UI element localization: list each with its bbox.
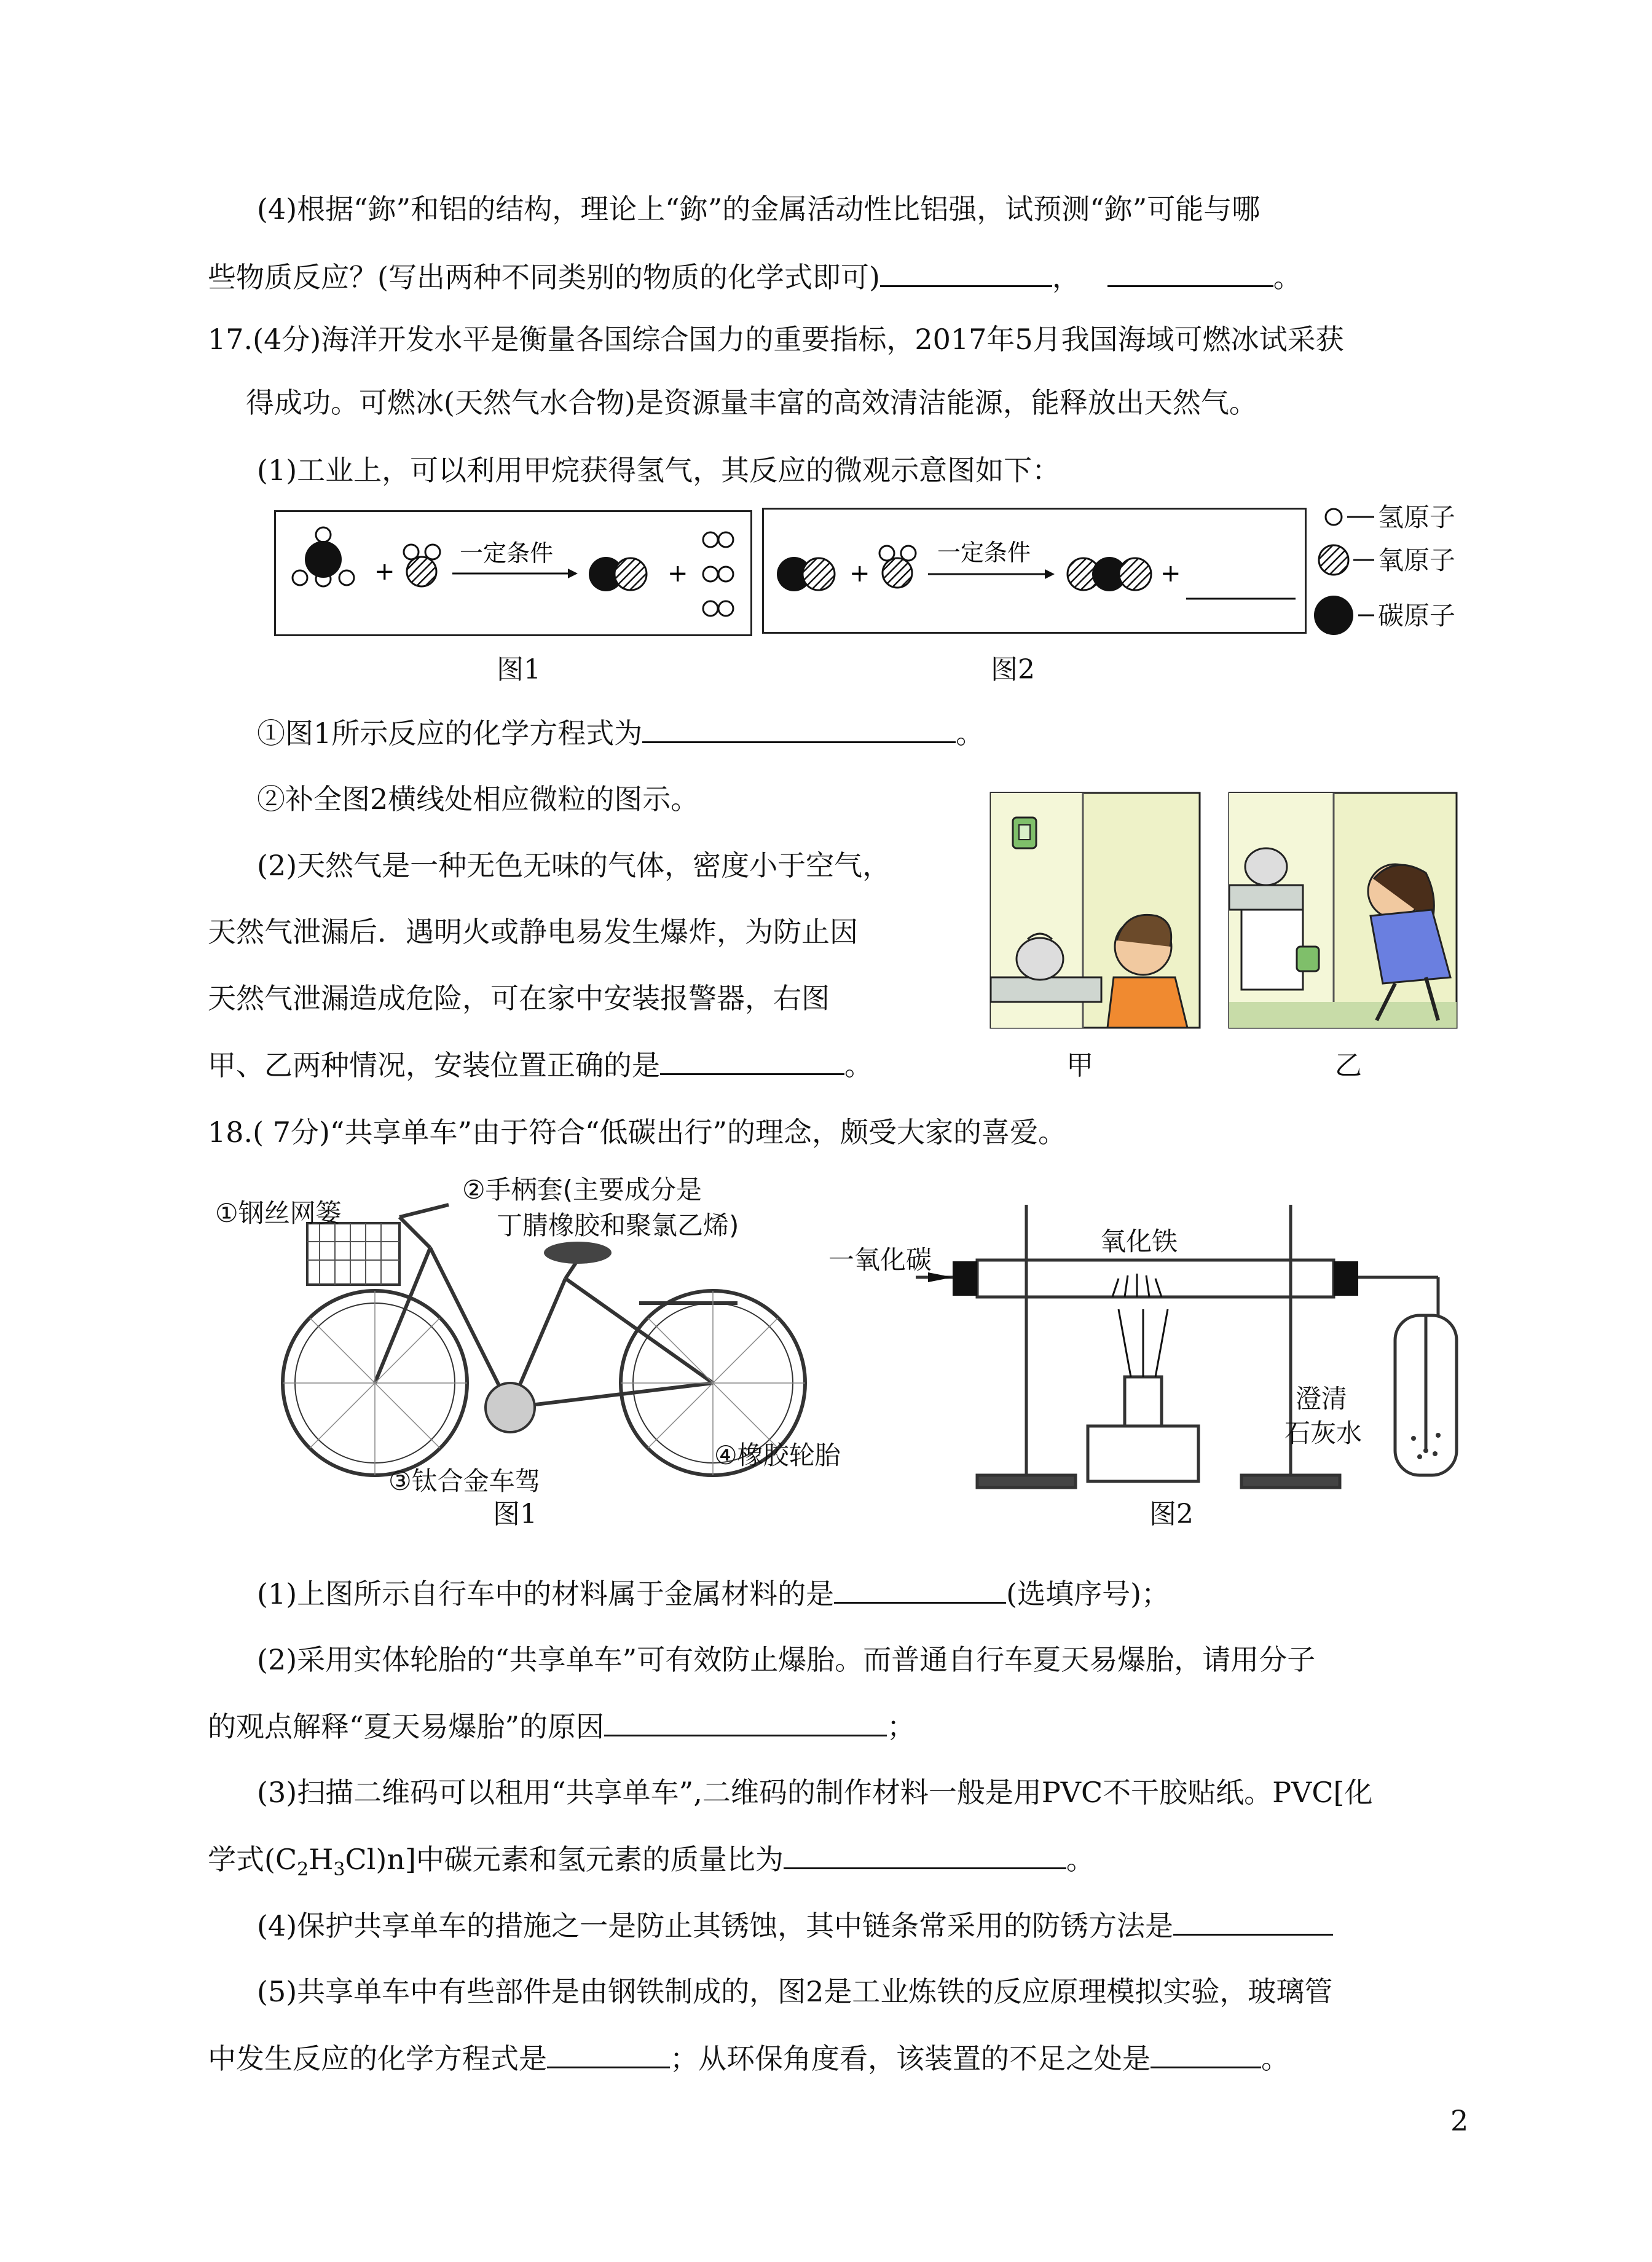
s1-text: (1)上图所示自行车中的材料属于金属材料的是 <box>257 1577 835 1610</box>
s2-end: ； <box>887 1710 916 1743</box>
q17-sub2-line4 <box>208 1046 873 1084</box>
period: 。 <box>1066 1843 1095 1876</box>
legend-hydrogen: 氢原子 <box>1378 502 1456 532</box>
iron-smelting-apparatus <box>885 1192 1475 1500</box>
q17-sub2-line1: (2)天然气是一种无色无味的气体，密度小于空气， <box>257 849 891 882</box>
q17-head-line1: 17.(4分)海洋开发水平是衡量各国综合国力的重要指标，2017年5月我国海域可燃冰试采获 <box>208 323 1344 356</box>
svg-text:+: + <box>374 558 395 586</box>
picture-a-caption: 甲 <box>1066 1050 1093 1081</box>
label-limewater-line2: 石灰水 <box>1284 1418 1363 1448</box>
q18-s5-line2 <box>208 2039 1289 2077</box>
water-molecule <box>404 545 440 586</box>
q18-head: 18.( 7分)“共享单车”由于符合“低碳出行”的理念，颇受大家的喜爱。 <box>208 1116 1067 1149</box>
q17-sub1: (1)工业上，可以利用甲烷获得氢气，其反应的微观示意图如下： <box>257 454 1061 487</box>
co2-molecule <box>1068 557 1151 591</box>
s1-end: (选填序号)； <box>1006 1577 1170 1610</box>
answer-blank[interactable] <box>1107 258 1273 287</box>
q18-s2-line2 <box>208 1708 915 1745</box>
reaction-figure-1-molecules <box>274 510 752 636</box>
answer-blank[interactable] <box>642 714 956 743</box>
hydrogen-atom-icon <box>1326 509 1342 525</box>
bike-figure-caption: 图1 <box>493 1499 537 1530</box>
label-carbon-monoxide: 一氧化碳 <box>828 1245 932 1275</box>
s5-line2-text: 中发生反应的化学方程式是 <box>208 2042 547 2075</box>
s3-formula-h: H <box>309 1843 334 1876</box>
co-molecule <box>589 557 647 591</box>
legend-oxygen: 氧原子 <box>1378 545 1456 575</box>
oxygen-atom-icon <box>1319 545 1348 575</box>
period: 。 <box>1261 2042 1289 2075</box>
answer-blank[interactable] <box>1150 2039 1261 2068</box>
q18-s4 <box>257 1907 1333 1944</box>
picture-b-caption: 乙 <box>1335 1050 1362 1081</box>
s3-line2-text: Cl)n]中碳元素和氢元素的质量比为 <box>345 1843 784 1876</box>
sub2-line4-text: 甲、乙两种情况，安装位置正确的是 <box>208 1049 660 1082</box>
label-iron-oxide: 氧化铁 <box>1100 1226 1178 1256</box>
reaction-figure-2-molecules <box>762 508 1307 634</box>
s3-formula-start: 学式(C <box>208 1843 297 1876</box>
alarm-icon <box>1297 947 1319 971</box>
answer-blank[interactable] <box>660 1046 844 1075</box>
svg-text:+: + <box>849 559 870 588</box>
period: 。 <box>956 717 985 750</box>
q17-item2: ②补全图2横线处相应微粒的图示。 <box>257 782 699 816</box>
page-number: 2 <box>1450 2104 1469 2137</box>
answer-blank[interactable] <box>547 2039 670 2068</box>
q16-4-line1: (4)根据“鉨”和铝的结构，理论上“鉨”的金属活动性比铝强，试预测“鉨”可能与哪 <box>257 192 1261 226</box>
q17-sub2-line3: 天然气泄漏造成危险，可在家中安装报警器，右图 <box>208 982 830 1015</box>
q17-item1 <box>257 714 984 752</box>
child-body <box>1107 977 1187 1028</box>
condition-label-2: 一定条件 <box>937 539 1031 566</box>
q16-4-line2 <box>208 258 1302 296</box>
subscript: 3 <box>333 1859 345 1881</box>
label-tire: ④橡胶轮胎 <box>714 1440 841 1470</box>
apparatus-figure-caption: 图2 <box>1149 1499 1194 1530</box>
label-basket: ①钢丝网篓 <box>215 1198 342 1228</box>
q16-4-line2-text: 些物质反应？(写出两种不同类别的物质的化学式即可) <box>208 261 880 294</box>
q17-sub2-line2: 天然气泄漏后．遇明火或静电易发生爆炸，为防止因 <box>208 915 858 948</box>
period: 。 <box>844 1049 873 1082</box>
q18-s2-line1: (2)采用实体轮胎的“共享单车”可有效防止爆胎。而普通自行车夏天易爆胎，请用分子 <box>257 1643 1316 1676</box>
svg-text:+: + <box>1160 559 1181 588</box>
gas-alarm-picture-b <box>1229 793 1457 1028</box>
legend-carbon: 碳原子 <box>1378 601 1456 631</box>
item1-text: ①图1所示反应的化学方程式为 <box>257 717 643 750</box>
answer-blank[interactable] <box>880 258 1052 287</box>
kettle-icon <box>1017 938 1063 980</box>
answer-blank[interactable] <box>604 1708 887 1736</box>
q18-s5-line1: (5)共享单车中有些部件是由钢铁制成的，图2是工业炼铁的反应原理模拟实验，玻璃管 <box>257 1975 1333 2008</box>
label-grip-line1: ②手柄套(主要成分是 <box>462 1175 702 1205</box>
label-grip-line2: 丁腈橡胶和聚氯乙烯) <box>497 1210 739 1240</box>
figure-1-caption: 图1 <box>497 654 541 685</box>
saddle <box>544 1242 612 1264</box>
q18-s1 <box>257 1575 1170 1612</box>
q18-s3-line2 <box>208 1840 1095 1888</box>
q17-head-line2: 得成功。可燃冰(天然气水合物)是资源量丰富的高效清洁能源，能释放出天然气。 <box>246 386 1257 419</box>
pot-icon <box>1245 848 1287 885</box>
lamp <box>1088 1426 1198 1481</box>
q18-s3-line1: (3)扫描二维码可以租用“共享单车”,二维码的制作材料一般是用PVC不干胶贴纸。PVC[化 <box>257 1776 1373 1809</box>
s2-line2-text: 的观点解释“夏天易爆胎”的原因 <box>208 1710 605 1743</box>
atom-legend-icons <box>1315 501 1377 642</box>
water-molecule <box>879 546 916 588</box>
answer-blank[interactable] <box>834 1575 1006 1604</box>
period: 。 <box>1273 261 1302 294</box>
basket <box>307 1223 399 1285</box>
s4-text: (4)保护共享单车的措施之一是防止其锈蚀，其中链条常采用的防锈方法是 <box>257 1909 1174 1942</box>
co-molecule <box>777 557 835 591</box>
hydrogen-molecules <box>703 532 733 616</box>
s5-mid-text: ；从环保角度看，该装置的不足之处是 <box>670 2042 1150 2075</box>
answer-blank[interactable] <box>784 1840 1066 1869</box>
subscript: 2 <box>297 1859 309 1881</box>
separator: ， <box>1052 261 1080 294</box>
carbon-atom-icon <box>1314 596 1353 635</box>
answer-blank[interactable] <box>1173 1907 1333 1936</box>
gas-alarm-picture-a <box>991 793 1200 1028</box>
label-frame: ③钛合金车驾 <box>388 1466 541 1496</box>
methane-molecule <box>293 527 354 586</box>
condition-label-1: 一定条件 <box>460 540 554 567</box>
label-limewater-line1: 澄清 <box>1296 1384 1348 1414</box>
figure-2-caption: 图2 <box>991 654 1035 685</box>
svg-text:+: + <box>667 559 688 588</box>
